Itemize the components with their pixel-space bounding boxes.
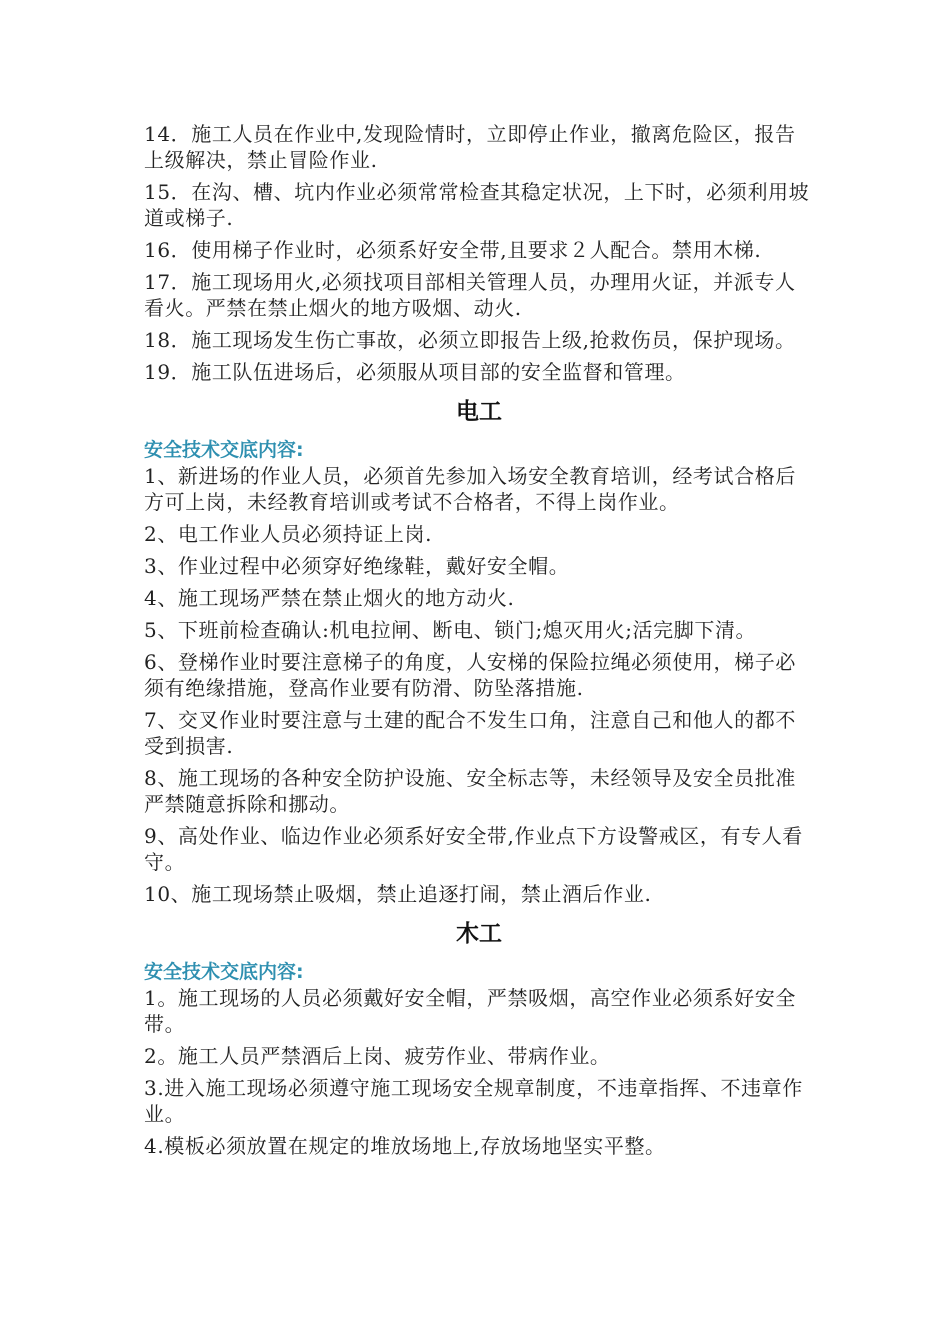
electrician-items-block — [144, 463, 814, 907]
section-title-carpenter: 木工 — [456, 921, 502, 947]
continued-items-block — [144, 121, 814, 385]
list-item: 17．施工现场用火,必须找项目部相关管理人员，办理用火证，并派专人看火。严禁在禁止烟火的地方吸烟、动火. — [144, 270, 796, 320]
section-subhead-carpenter: 安全技术交底内容: — [144, 961, 304, 983]
list-item: 9、高处作业、临边作业必须系好安全带,作业点下方设警戒区，有专人看守。 — [144, 824, 803, 874]
carpenter-items-block — [144, 985, 814, 1159]
list-item: 4、施工现场严禁在禁止烟火的地方动火. — [144, 586, 515, 610]
list-item: 10、施工现场禁止吸烟，禁止追逐打闹，禁止酒后作业. — [144, 882, 652, 906]
list-item: 3.进入施工现场必须遵守施工现场安全规章制度，不违章指挥、不违章作业。 — [144, 1076, 803, 1126]
list-item: 2。施工人员严禁酒后上岗、疲劳作业、带病作业。 — [144, 1044, 611, 1068]
list-item: 6、登梯作业时要注意梯子的角度，人安梯的保险拉绳必须使用，梯子必须有绝缘措施，登高作业要有防滑、防坠落措施. — [144, 650, 796, 700]
list-item: 7、交叉作业时要注意与土建的配合不发生口角，注意自己和他人的都不受到损害. — [144, 708, 796, 758]
list-item: 19．施工队伍进场后，必须服从项目部的安全监督和管理。 — [144, 360, 686, 384]
list-item: 1、新进场的作业人员，必须首先参加入场安全教育培训，经考试合格后方可上岗，未经教育培训或考试不合格者，不得上岗作业。 — [144, 464, 796, 514]
section-subhead-electrician: 安全技术交底内容: — [144, 439, 304, 461]
list-item: 16．使用梯子作业时，必须系好安全带,且要求２人配合。禁用木梯. — [144, 238, 762, 262]
list-item: 8、施工现场的各种安全防护设施、安全标志等，未经领导及安全员批准严禁随意拆除和挪动。 — [144, 766, 796, 816]
list-item: 15．在沟、槽、坑内作业必须常常检查其稳定状况，上下时，必须利用坡道或梯子. — [144, 180, 810, 230]
list-item: 18．施工现场发生伤亡事故，必须立即报告上级,抢救伤员，保护现场。 — [144, 328, 796, 352]
section-title-electrician: 电工 — [456, 399, 502, 425]
document-page — [144, 121, 814, 1165]
list-item: 2、电工作业人员必须持证上岗. — [144, 522, 433, 546]
list-item: 5、下班前检查确认:机电拉闸、断电、锁门;熄灭用火;活完脚下清。 — [144, 618, 757, 642]
list-item: 3、作业过程中必须穿好绝缘鞋，戴好安全帽。 — [144, 554, 570, 578]
list-item: 14．施工人员在作业中,发现险情时，立即停止作业，撤离危险区，报告上级解决，禁止冒险作业. — [144, 122, 796, 172]
list-item: 1。施工现场的人员必须戴好安全帽，严禁吸烟，高空作业必须系好安全带。 — [144, 986, 796, 1036]
list-item: 4.模板必须放置在规定的堆放场地上,存放场地坚实平整。 — [144, 1134, 666, 1158]
